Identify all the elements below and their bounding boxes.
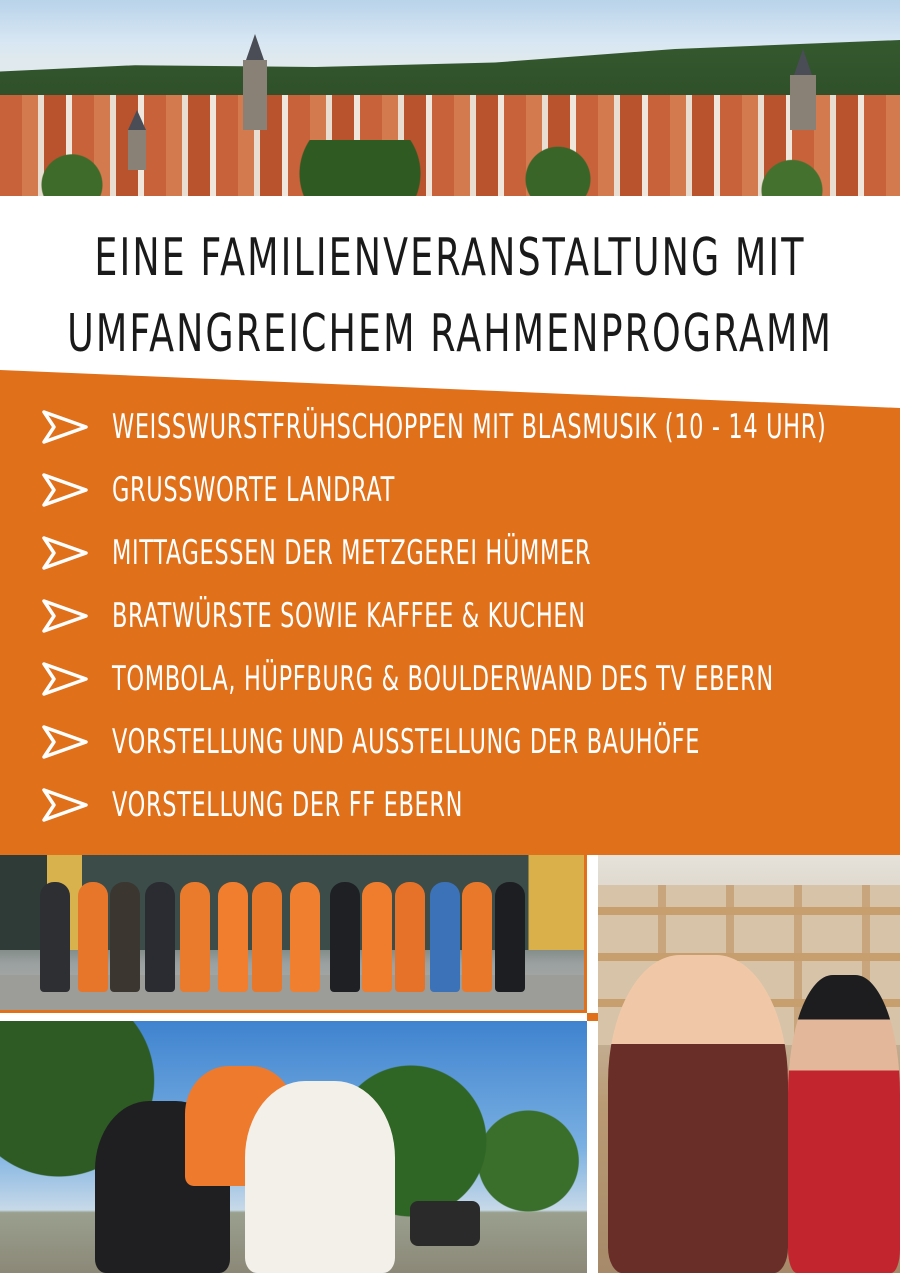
program-item-text: WEISSWURSTFRÜHSCHOPPEN MIT BLASMUSIK (10 - 14 UHR) — [112, 406, 827, 447]
man-red-shirt — [788, 975, 900, 1273]
headline-line-2: UMFANGREICHEM RAHMENPROGRAMM — [67, 304, 833, 364]
photo-collage — [0, 855, 900, 1273]
program-list — [40, 395, 890, 836]
church-tower — [243, 60, 267, 130]
program-item — [40, 710, 890, 773]
program-item — [40, 458, 890, 521]
photo-hot-saw-team — [0, 1021, 587, 1273]
team-member — [330, 882, 360, 992]
team-member — [362, 882, 392, 992]
team-member — [462, 882, 492, 992]
arrow-bullet-icon — [40, 722, 90, 762]
program-item — [40, 773, 890, 836]
woman-hot-saw-shirt — [245, 1081, 395, 1273]
small-loader-vehicle — [410, 1201, 480, 1246]
arrow-bullet-icon — [40, 596, 90, 636]
arrow-bullet-icon — [40, 785, 90, 825]
arrow-bullet-icon — [40, 533, 90, 573]
man-plaid-shirt — [608, 955, 788, 1273]
headline-line-1: EINE FAMILIENVERANSTALTUNG MIT — [94, 228, 806, 288]
program-item-text: GRUSSWORTE LANDRAT — [112, 469, 396, 510]
program-item-text: VORSTELLUNG UND AUSSTELLUNG DER BAUHÖFE — [112, 721, 701, 762]
team-member — [180, 882, 210, 992]
arrow-bullet-icon — [40, 470, 90, 510]
headline — [0, 196, 900, 396]
group-photo-bauhof-team — [0, 855, 587, 1013]
church-tower — [790, 75, 816, 130]
foreground-trees — [0, 140, 900, 196]
arrow-bullet-icon — [40, 407, 90, 447]
program-item-text: TOMBOLA, HÜPFBURG & BOULDERWAND DES TV EBERN — [112, 658, 774, 699]
team-member — [218, 882, 248, 992]
team-member — [78, 882, 108, 992]
team-member — [145, 882, 175, 992]
team-member — [252, 882, 282, 992]
program-item — [40, 521, 890, 584]
team-member — [40, 882, 70, 992]
arrow-bullet-icon — [40, 659, 90, 699]
team-member — [430, 882, 460, 992]
photo-carpentry-workshop — [598, 855, 900, 1273]
divider — [587, 1013, 598, 1021]
team-member — [495, 882, 525, 992]
team-member — [395, 882, 425, 992]
program-item-text: MITTAGESSEN DER METZGEREI HÜMMER — [112, 532, 592, 573]
program-item — [40, 647, 890, 710]
program-item-text: VORSTELLUNG DER FF EBERN — [112, 784, 464, 825]
program-item — [40, 584, 890, 647]
team-member — [110, 882, 140, 992]
program-item — [40, 395, 890, 458]
program-item-text: BRATWÜRSTE SOWIE KAFFEE & KUCHEN — [112, 595, 586, 636]
town-panorama-photo — [0, 0, 900, 196]
team-member — [290, 882, 320, 992]
